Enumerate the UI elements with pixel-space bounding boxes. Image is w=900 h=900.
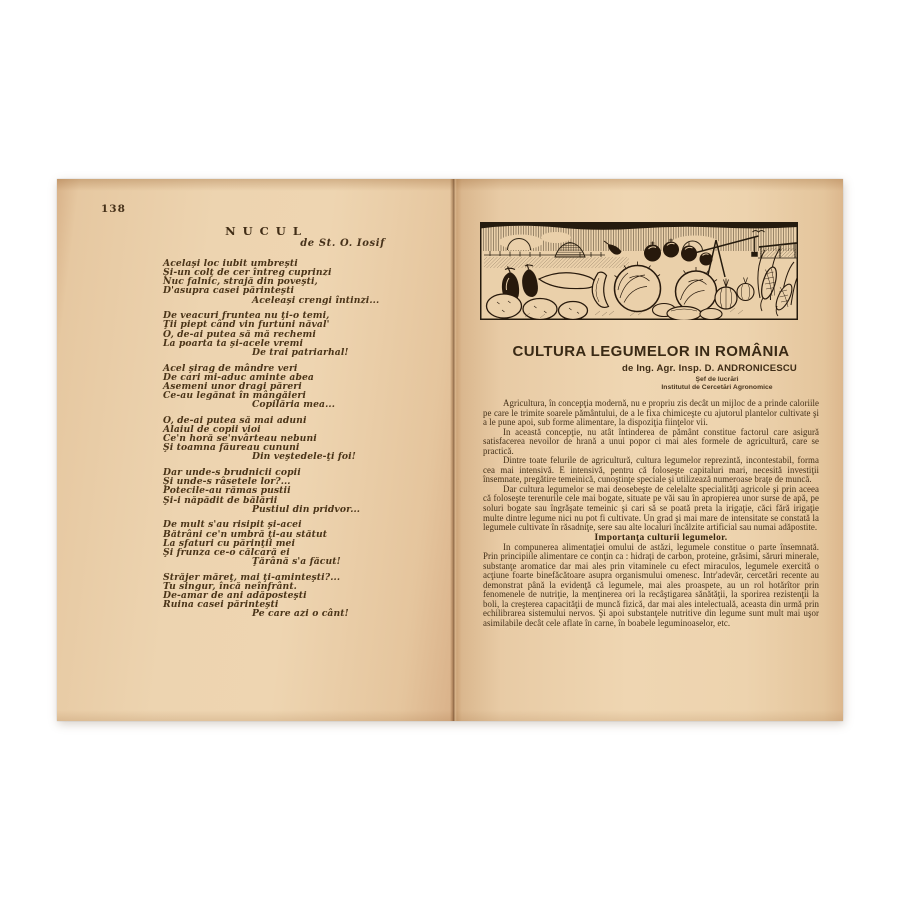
- poem-line: Ruina casei părinteşti: [163, 599, 279, 611]
- poem-line: Ce'n horă se'nvârteau nebuni: [163, 433, 317, 445]
- poem-stanza: [163, 259, 379, 305]
- poem-line: Bătrâni ce'n umbră ţi-au stătut: [163, 528, 328, 540]
- poem-line: Acel şirag de mândre veri: [163, 362, 298, 374]
- poem-line: Pustiul din pridvor...: [252, 503, 361, 515]
- poem-line: La poarta ta şi-acele vremi: [163, 337, 304, 349]
- article-paragraph: In această concepţie, nu atât întinderea de pământ constitue factorul care asigură satisfacerea nevoilor de hrană a unui popor ci mai ales formele de agricultură, care se practică.: [483, 426, 819, 456]
- poem-line: De cari mi-aduc aminte abea: [163, 371, 314, 383]
- poem-title: NUCUL: [225, 224, 308, 238]
- article-paragraph: Dintre toate felurile de agricultură, cultura legumelor reprezintă, incontestabil, forma cea mai intensivă. E intensivă, pentru că foloseşte capitaluri mari, necesită investiţii însemnate, pregătire temeinică, cunoştinţe speciale şi utilizează numeroase braţe de muncă.: [483, 455, 819, 485]
- poem-line: De-amar de ani adăposteşti: [163, 590, 307, 601]
- poem-byline: de St. O. Iosif: [300, 238, 385, 249]
- poem-line: O, de-ai putea să mai aduni: [163, 414, 307, 426]
- page-number: 138: [101, 203, 126, 215]
- poem-line: Şi-i năpădit de bălării: [163, 494, 278, 506]
- poem-stanza: [163, 573, 379, 619]
- article-byline-role: Şef de lucrări: [695, 375, 739, 383]
- article-paragraph: In compunerea alimentaţiei omului de astăzi, legumele constitue o parte însemnată. Prin principiile alimentare ce conţin ca : hidraţi de carbon, proteine, grăsimi, săruri minerale, substanţe aromatice dar mai ales prin vitaminele cu efect miraculos, legumele exercită o acţiune foarte binefăcătoare asupra organismului omenesc. Intr'adevăr, cercetări recente au demonstrat până la evidenţă că legumele, mai ales proaspete, au un rol hotărîtor prin fenomenele de nutriţie, la menţinerea ori la recâştigarea sănătăţii, la sporirea rezistenţii la boli, la creşterea capacităţii de muncă fizică, dar mai ales intelectuală, aceasta din urmă prin echilibrarea sistemului nervos. Şi apoi substanţele nutritive din legume sunt mult mai uşor asimilabile decât cele aflate în carne, în boabele leguminoaselor, etc.: [483, 541, 819, 629]
- poem-line: La sfaturi cu părinţii mei: [163, 537, 296, 549]
- article-paragraph: Dar cultura legumelor se mai deosebeşte de celelalte specialităţi agricole şi prin aceea că foloseşte terenurile cele mai bogate, situate pe văi sau în apropierea unor surse de apă, pe soluri bogate sau îngrăşate temeinic şi cari să se poată preta la irigaţie, căci fără irigaţie multe dintre legume nici nu pot fi cultivate. Un grad şi mai mare de intensitate se constată la legumele cultivate în răsadniţe, sere sau alte localuri încălzite artificial sau numai adăpostite.: [483, 483, 819, 533]
- poem-line: Din veştedele-ţi foi!: [252, 451, 356, 463]
- vegetables-woodcut-illustration: [480, 222, 798, 320]
- article-title: CULTURA LEGUMELOR IN ROMÂNIA: [512, 343, 790, 360]
- poem-line: D'asupra casei părinteşti: [163, 285, 295, 297]
- poem-line: Şi frunza ce-o călcară ei: [163, 546, 290, 558]
- poem-line: Pe care azi o cânt!: [252, 608, 349, 620]
- poem-body: [163, 259, 379, 625]
- article-paragraph: Agricultura, în concepţia modernă, nu e propriu zis decât un mijloc de a prinde caloriile pe care le trimite soarele pământului, de a le fixa chimiceşte cu ajutorul plantelor cultivate şi a le pune apoi, sub forme alimentare, la dispoziţia fiinţelor vii.: [483, 398, 819, 428]
- poem-line: Şi toamna făureau cununi: [163, 442, 300, 454]
- poem-line: Ţărână s'a făcut!: [252, 556, 341, 568]
- poem-line: Nuc falnic, strajă din poveşti,: [163, 276, 318, 288]
- article-byline-institution: Institutul de Cercetări Agronomice: [661, 383, 773, 391]
- article-body: [483, 399, 819, 629]
- poem-line: De veacuri fruntea nu ţi-o temi,: [163, 310, 330, 322]
- poem-line: Potecile-au rămas pustii: [163, 485, 291, 497]
- poem-line: Copilăria mea...: [252, 399, 335, 411]
- poem-stanza: [163, 416, 379, 462]
- poem-line: Acelaşi loc iubit umbreşti: [163, 258, 298, 269]
- poem-stanza: [163, 364, 379, 410]
- poem-line: Tu singur, încă neînfrânt.: [163, 580, 297, 592]
- article-byline: de Ing. Agr. Insp. D. ANDRONICESCU: [622, 363, 797, 374]
- poem-line: Aceleaşi crengi întinzi...: [252, 294, 380, 306]
- poem-line: Şi-un colţ de cer întreg cuprinzi: [163, 267, 332, 279]
- poem-stanza: [163, 311, 379, 357]
- section-heading: Importanţa culturii legumelor.: [594, 532, 728, 543]
- poem-line: De trai patriarhal!: [252, 346, 349, 358]
- page-left: [57, 179, 454, 721]
- book-spread: [57, 179, 843, 721]
- poem-line: De mult s'au risipit şi-acei: [163, 519, 302, 531]
- poem-line: Alaiul de copii vioi: [163, 424, 261, 435]
- poem-line: Străjer măreţ, mai ţi-aminteşti?...: [163, 571, 341, 583]
- poem-line: O, de-ai putea să mă rechemi: [163, 328, 316, 340]
- poem-stanza: [163, 468, 379, 514]
- poem-line: Dar unde-s brudnicii copii: [163, 467, 301, 479]
- vegetables-woodcut-svg: [480, 222, 798, 320]
- poem-line: Ce-au legănat în mângăieri: [163, 390, 306, 402]
- page-right: [454, 179, 843, 721]
- poem-line: Şi unde-s râsetele lor?...: [163, 476, 291, 488]
- poem-stanza: [163, 520, 379, 566]
- poem-line: Ţii piept când vin furtuni năval': [163, 319, 330, 331]
- poem-line: Asemeni unor dragi păreri: [163, 380, 302, 392]
